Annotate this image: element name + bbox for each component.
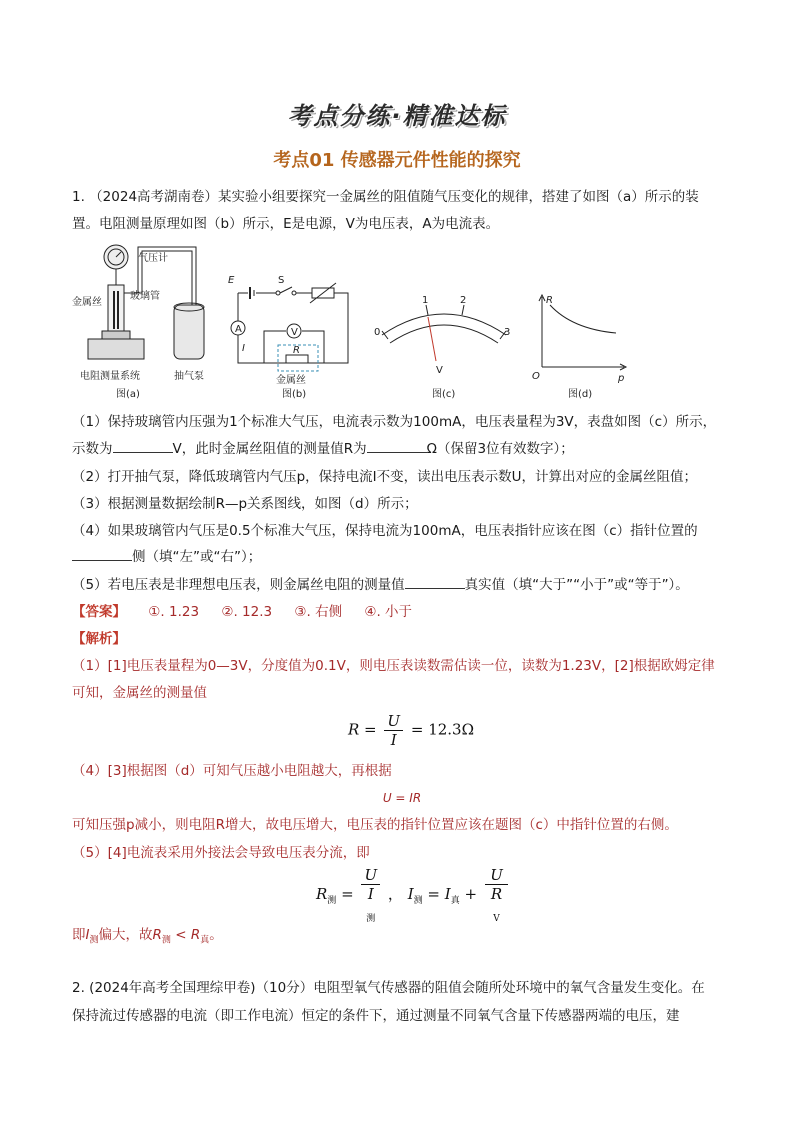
q1-sub4-line2: 侧（填“左”或“右”）； [72,544,732,571]
answer-row: 【答案】 ①. 1.23 ②. 12.3 ③. 右侧 ④. 小于 [72,604,413,620]
q1-sub2: （2）打开抽气泵，降低玻璃管内气压p，保持电流I不变，读出电压表示数U，计算出对应的金属丝阻值； [72,469,698,485]
formula-u-ir: U = IR [382,791,422,805]
blank-voltage [113,438,173,453]
label-measure-system: 电阻测量系统 [80,371,140,382]
banner-title: 考点分练·精准达标 [287,102,507,130]
dial-tick-1: 1 [422,295,429,306]
label-pressure-gauge: 气压计 [138,253,168,264]
label-V-circuit: V [291,327,298,338]
dial-tick-0: 0 [374,327,381,338]
label-A: A [235,324,242,335]
formula-ohm: R = $\frac{U}{I}$ = 12.3Ω [348,712,475,749]
q1-stem-line2: 置。电阻测量原理如图（b）所示，E是电源，V为电压表，A为电流表。 [72,216,500,232]
answer-1: ①. 1.23 [148,604,200,620]
caption-fig-d: 图(d) [568,389,593,400]
conclusion: 即$I_测$偏大，故$R_测 < R_真$。 [72,927,223,946]
figure-c-dial [382,305,506,361]
q1-sub3: （3）根据测量数据绘制R—p关系图线，如图（d）所示； [72,496,418,512]
q1-sub5: （5）若电压表是非理想电压表，则金属丝电阻的测量值 真实值（填“大于”“小于”或“等于”）。 [72,572,732,599]
q1-sub4-line1: （4）如果玻璃管内气压是0.5个标准大气压，保持电流为100mA，电压表指针应该在图（c）指针位置的 [72,523,698,539]
dial-tick-3: 3 [504,327,511,338]
label-S: S [278,275,285,286]
blank-side [72,546,132,561]
figure-b-circuit [231,283,348,371]
dial-tick-2: 2 [460,295,467,306]
blank-compare [405,574,465,589]
analysis-1-line1: （1）[1]电压表量程为0—3V，分度值为0.1V，则电压表读数需估读一位，读数为1.23V，[2]根据欧姆定律 [72,658,715,674]
q1-stem-line1: 1. （2024高考湖南卷）某实验小组要探究一金属丝的阻值随气压变化的规律，搭建了如图（a）所示的装 [72,189,699,205]
answer-4: ④. 小于 [364,604,413,620]
axis-p: p [618,373,625,384]
label-glass-tube: 玻璃管 [130,291,160,302]
label-I: I [242,343,245,354]
formula-shunt: $R_测$ = U I $_测$ ， $I_测 = I_真$ + U R $_V$ [316,866,511,924]
q1-sub1-line2: 示数为 V，此时金属丝阻值的测量值R为 Ω（保留3位有效数字）； [72,436,732,463]
caption-fig-b: 图(b) [282,389,307,400]
analysis-5: （5）[4]电流表采用外接法会导致电压表分流，即 [72,845,370,861]
analysis-4-line2: 可知压强p减小，则电阻R增大，故电压增大，电压表的指针位置应该在题图（c）中指针位置的右侧。 [72,817,678,833]
dial-unit-V: V [436,365,443,376]
axis-origin: O [532,371,540,382]
label-pump: 抽气泵 [174,371,204,382]
q1-sub1-line1: （1）保持玻璃管内压强为1个标准大气压，电流表示数为100mA，电压表量程为3V，表盘如图（c）所示， [72,414,717,430]
label-metal-wire-b: 金属丝 [276,375,306,386]
section-title: 考点01 传感器元件性能的探究 [273,150,521,171]
label-R: R [293,345,300,356]
blank-resistance [367,438,427,453]
axis-R: R [546,295,553,306]
q2-line2: 保持流过传感器的电流（即工作电流）恒定的条件下，通过测量不同氧气含量下传感器两端的电压，建 [72,1008,680,1024]
caption-fig-a: 图(a) [116,389,140,400]
answer-3: ③. 右侧 [294,604,343,620]
analysis-label: 【解析】 [72,631,126,647]
label-metal-wire-a: 金属丝 [72,297,102,308]
analysis-1-line2: 可知，金属丝的测量值 [72,685,207,701]
analysis-4-line1: （4）[3]根据图（d）可知气压越小电阻越大，再根据 [72,763,392,779]
answer-2: ②. 12.3 [221,604,273,620]
label-E: E [228,275,235,286]
q2-line1: 2. (2024年高考全国理综甲卷)（10分）电阻型氧气传感器的阻值会随所处环境中的氧气含量发生变化。在 [72,980,705,996]
q1-figures [72,243,732,403]
figure-d-graph [539,295,626,370]
caption-fig-c: 图(c) [432,389,456,400]
